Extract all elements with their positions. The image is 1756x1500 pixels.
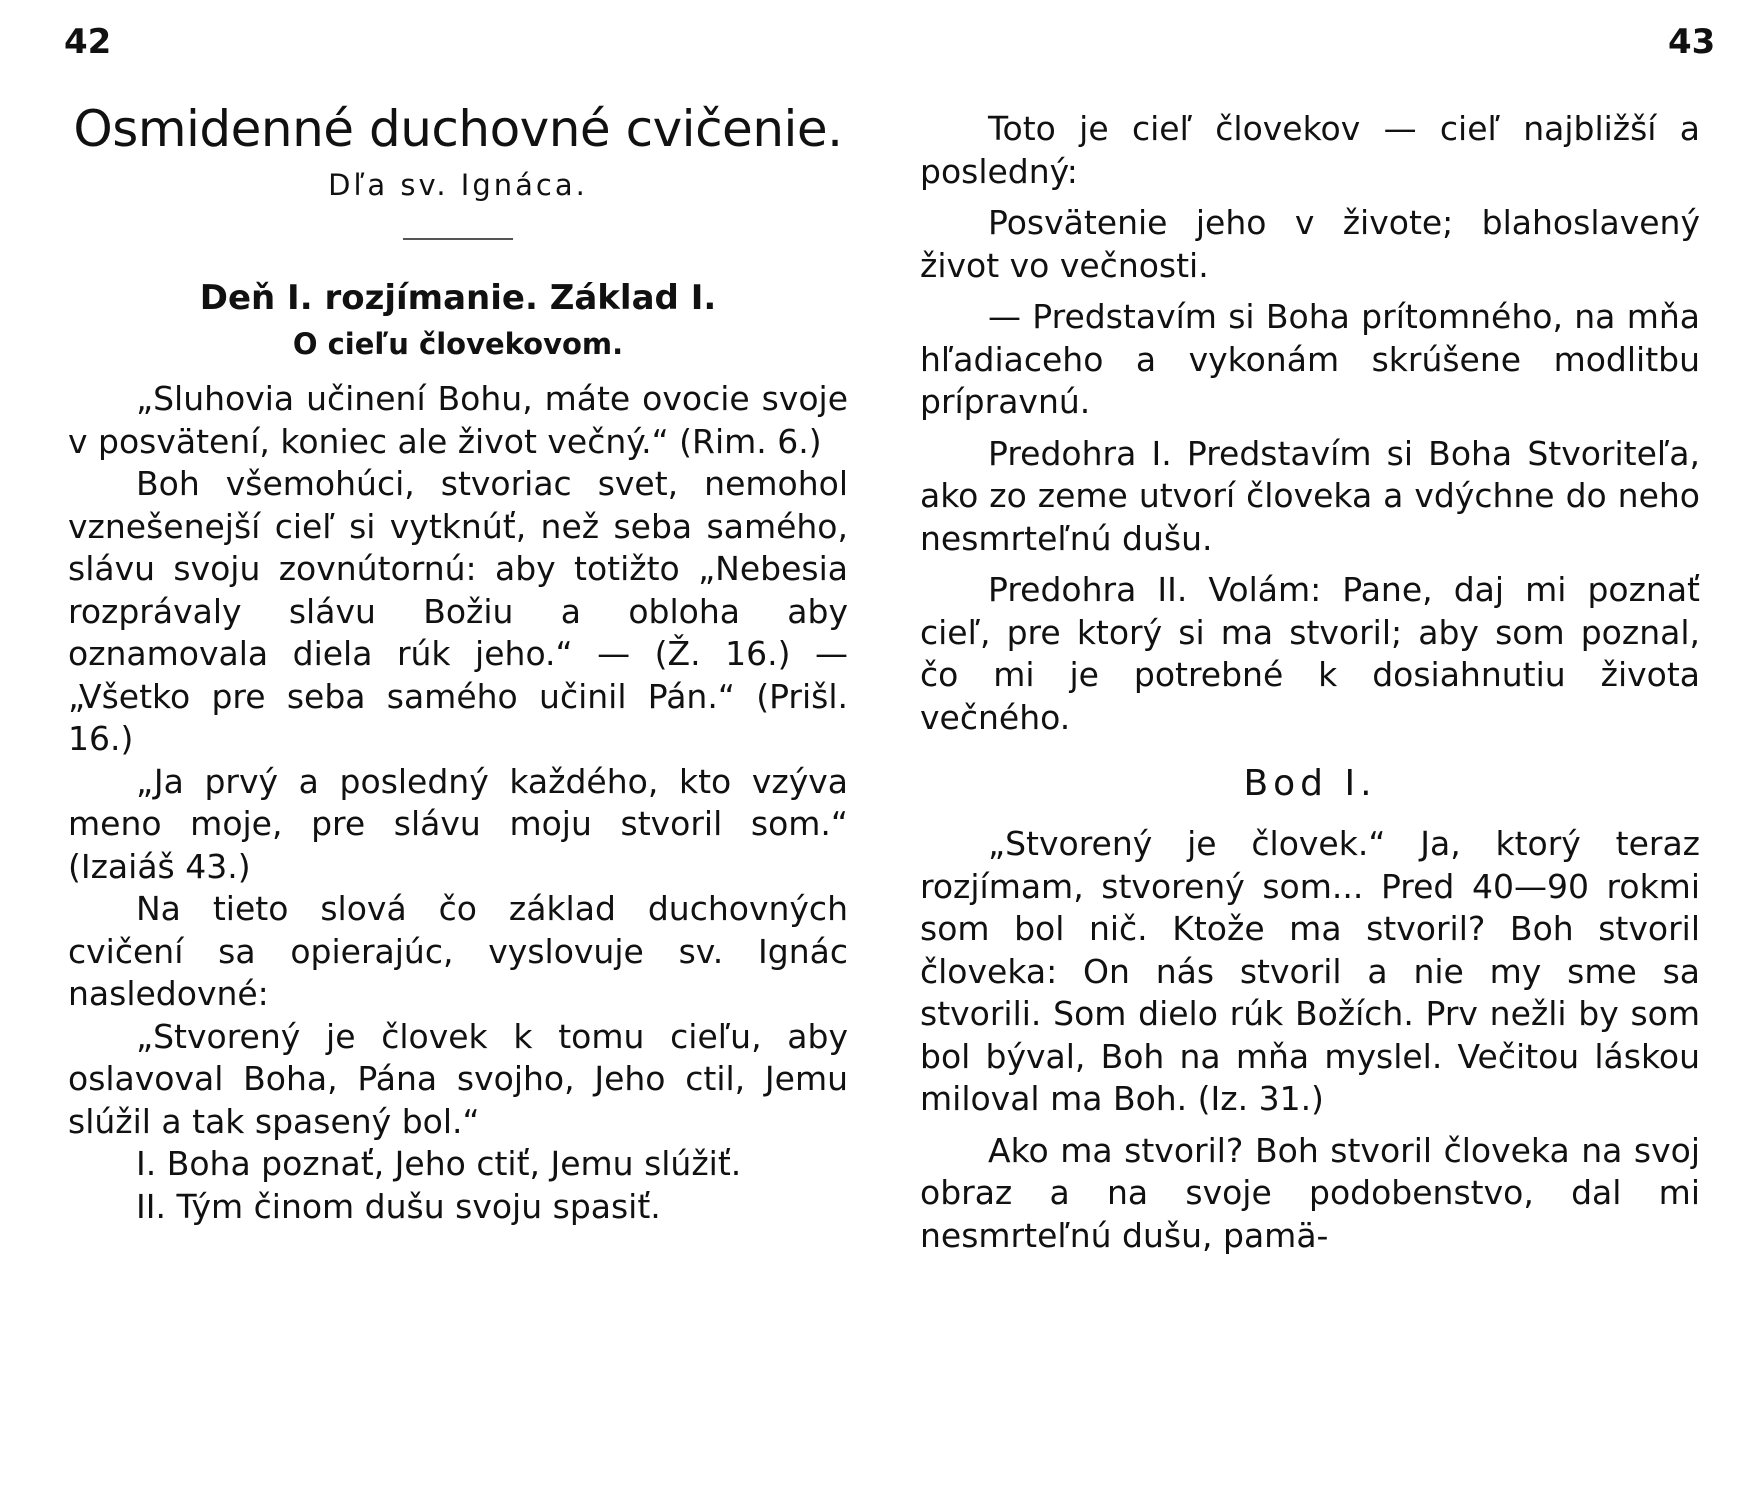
day-heading: Deň I. rozjímanie. Základ I. <box>199 278 717 318</box>
page-title: Osmidenné duchovné cvičenie. <box>73 100 843 158</box>
paragraph: „Stvorený je človek.“ Ja, ktorý teraz rozjímam, stvorený som... Pred 40—90 rokmi som bol nič. Ktože ma stvoril? Boh stvoril človeka: On nás stvoril a nie my sme sa stvorili. Som dielo rúk Božích. Prv nežli by som bol býval, Boh na mňa myslel. Večitou láskou miloval ma Boh. (Iz. 31.) <box>920 824 1700 1118</box>
paragraph: „Ja prvý a posledný každého, kto vzýva meno moje, pre slávu moju stvoril som.“ (Izaiáš 43.) <box>68 761 848 886</box>
divider <box>403 238 513 240</box>
paragraph: — Predstavím si Boha prítomného, na mňa hľadiaceho a vykonám skrúšene modlitbu prípravnú. <box>920 297 1700 421</box>
right-page <box>920 108 1700 1266</box>
left-page-number: 42 <box>64 22 112 62</box>
page-subtitle: Dľa sv. Ignáca. <box>328 168 588 202</box>
paragraph: Predohra II. Volám: Pane, daj mi poznať cieľ, pre ktorý si ma stvoril; aby som poznal, čo mi je potrebné k dosiahnutiu života večného. <box>920 570 1700 737</box>
meditation-subheading: O cieľu človekovom. <box>292 327 624 361</box>
paragraph: Na tieto slová čo základ duchovných cvičení sa opierajúc, vyslovuje sv. Ignác nasledovné: <box>68 889 848 1013</box>
paragraph: „Stvorený je človek k tomu cieľu, aby oslavoval Boha, Pána svojho, Jeho ctil, Jemu slúžil a tak spasený bol.“ <box>68 1016 848 1141</box>
paragraph: Ako ma stvoril? Boh stvoril človeka na svoj obraz a na svoje podobenstvo, dal mi nesmrteľnú dušu, pamä- <box>920 1130 1700 1255</box>
paragraph: „Sluhovia učinení Bohu, máte ovocie svoje v posvätení, koniec ale život večný.“ (Rim. 6.) <box>68 379 848 461</box>
paragraph: I. Boha poznať, Jeho ctiť, Jemu slúžiť. <box>136 1144 742 1183</box>
section-title: Bod I. <box>1243 763 1377 804</box>
paragraph: Toto je cieľ človekov — cieľ najbližší a posledný: <box>920 109 1700 191</box>
paragraph: II. Tým činom dušu svoju spasiť. <box>136 1186 661 1226</box>
left-page <box>68 96 848 1228</box>
paragraph: Posvätenie jeho v živote; blahoslavený život vo večnosti. <box>920 203 1700 285</box>
right-page-number: 43 <box>1668 22 1716 62</box>
paragraph: Predohra I. Predstavím si Boha Stvoriteľa, ako zo zeme utvorí človeka a vdýchne do neho nesmrteľnú dušu. <box>920 433 1700 558</box>
paragraph: Boh všemohúci, stvoriac svet, nemohol vznešenejší cieľ si vytknúť, než seba samého, slávu svoju zovnútornú: aby totižto „Nebesia rozprávaly slávu Božiu a obloha aby oznamovala diela rúk jeho.“ — (Ž. 16.) — „Všetko pre seba samého učinil Pán.“ (Prišl. 16.) <box>68 464 848 758</box>
